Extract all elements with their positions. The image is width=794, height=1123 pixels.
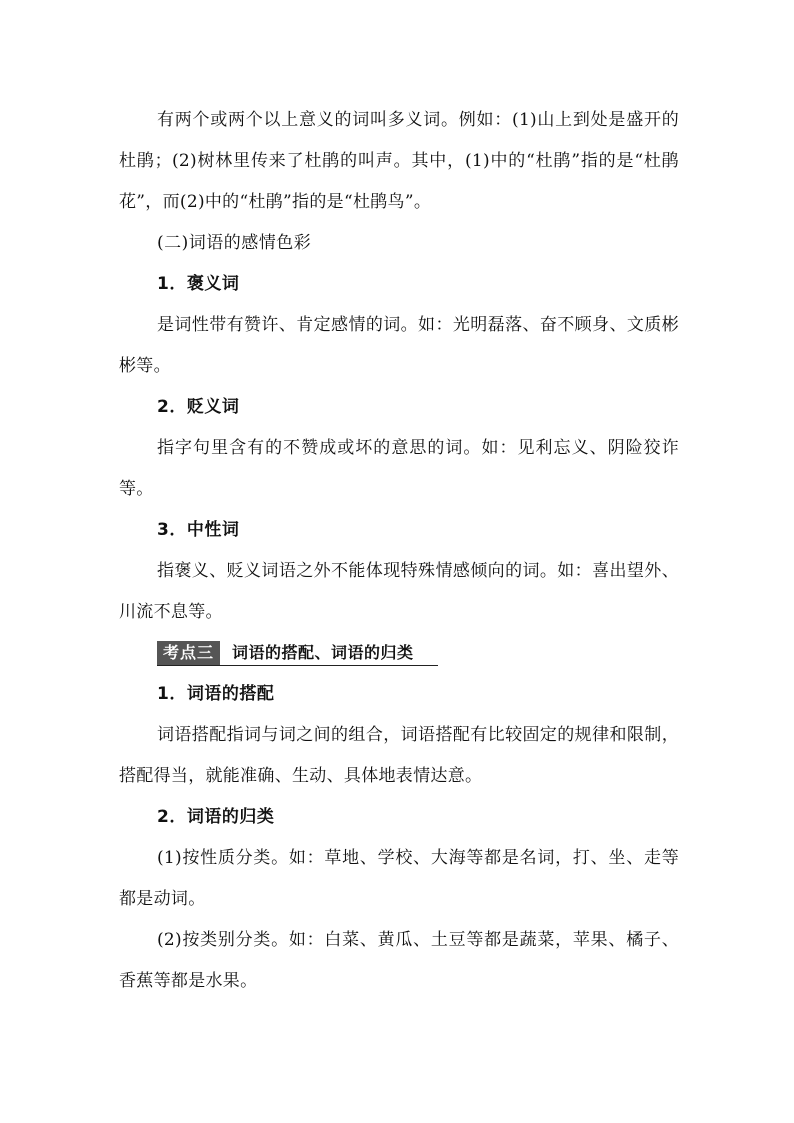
commendatory-paragraph: 是词性带有赞许、肯定感情的词。如：光明磊落、奋不顾身、文质彬彬等。	[119, 315, 679, 376]
heading-derogatory: 2．贬义词	[157, 397, 240, 417]
collocation-paragraph: 词语搭配指词与词之间的组合，词语搭配有比较固定的规律和限制，搭配得当，就能准确、生动、具体地表情达意。	[119, 725, 679, 786]
heading-neutral: 3．中性词	[157, 520, 240, 540]
kaodian-banner-row	[119, 633, 679, 674]
heading-collocation: 1．词语的搭配	[157, 684, 275, 704]
neutral-paragraph: 指褒义、贬义词语之外不能体现特殊情感倾向的词。如：喜出望外、川流不息等。	[119, 561, 679, 622]
derogatory-paragraph: 指字句里含有的不赞成或坏的意思的词。如：见利忘义、阴险狡诈等。	[119, 438, 679, 499]
polysemy-paragraph: 有两个或两个以上意义的词叫多义词。例如：(1)山上到处是盛开的杜鹃；(2)树林里传来了杜鹃的叫声。其中，(1)中的“杜鹃”指的是“杜鹃花”，而(2)中的“杜鹃”指的是“杜鹃鸟”。	[119, 110, 679, 212]
classification-paragraph-1: (1)按性质分类。如：草地、学校、大海等都是名词，打、坐、走等都是动词。	[119, 848, 679, 909]
heading-classification: 2．词语的归类	[157, 807, 275, 827]
kaodian-banner	[157, 641, 438, 666]
classification-paragraph-2: (2)按类别分类。如：白菜、黄瓜、土豆等都是蔬菜，苹果、橘子、香蕉等都是水果。	[119, 930, 679, 991]
kaodian-tag: 考点三	[157, 641, 220, 665]
section-heading-emotion: (二)词语的感情色彩	[157, 233, 312, 253]
heading-commendatory: 1．褒义词	[157, 274, 240, 294]
kaodian-title: 词语的搭配、词语的归类	[232, 643, 414, 662]
document-page	[119, 100, 679, 1002]
